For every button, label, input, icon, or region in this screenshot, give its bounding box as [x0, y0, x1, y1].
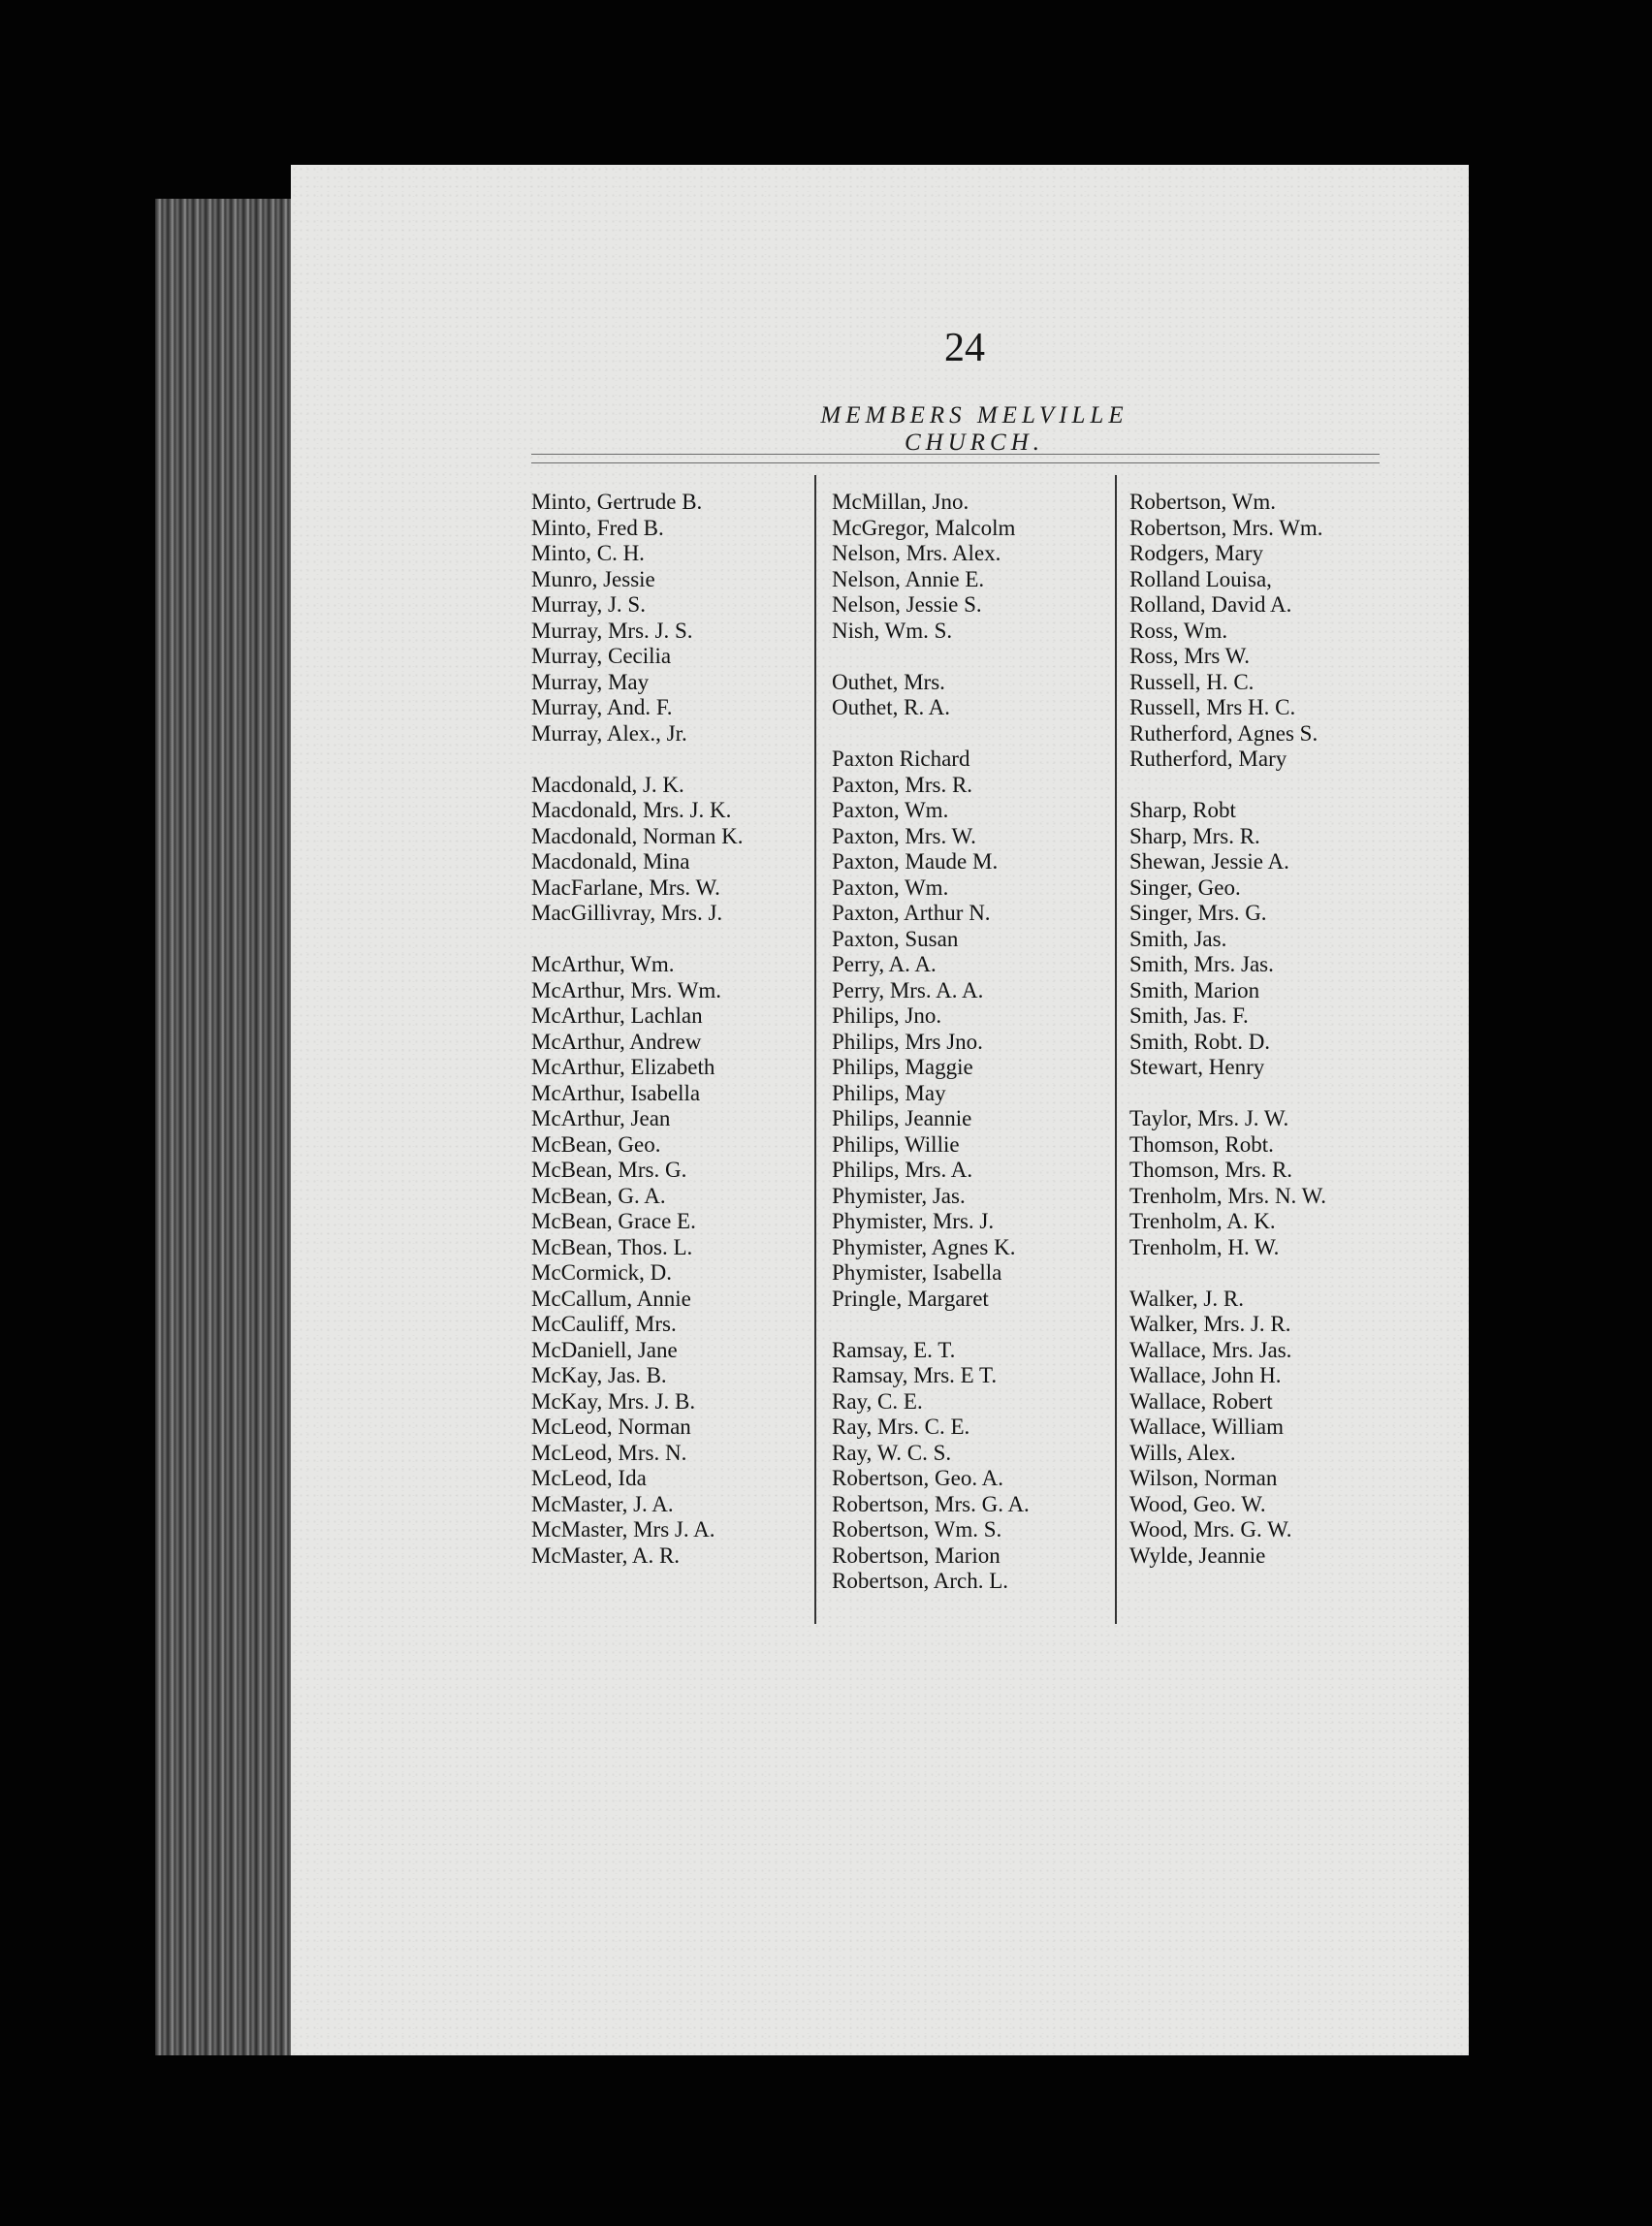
member-entry: Wills, Alex. [1129, 1440, 1236, 1465]
member-entry: Macdonald, Norman K. [531, 823, 744, 848]
member-entry: Rutherford, Mary [1129, 747, 1287, 771]
column-divider-1 [814, 475, 816, 1624]
member-entry: Murray, Mrs. J. S. [531, 618, 693, 643]
member-entry: Pringle, Margaret [832, 1286, 989, 1311]
member-entry: Wood, Geo. W. [1129, 1491, 1266, 1516]
member-entry: Murray, Alex., Jr. [531, 720, 687, 746]
member-entry: Trenholm, Mrs. N. W. [1129, 1183, 1326, 1208]
member-entry: Murray, May [531, 669, 650, 694]
member-entry: McLeod, Ida [531, 1466, 647, 1490]
member-entry: Philips, Mrs. A. [832, 1158, 973, 1182]
member-entry: Ray, C. E. [832, 1388, 923, 1414]
member-entry: Perry, Mrs. A. A. [832, 977, 984, 1002]
member-entry: Paxton, Wm. [832, 798, 949, 822]
member-entry: Robertson, Mrs. Wm. [1129, 515, 1323, 540]
member-entry: Ross, Mrs W. [1129, 644, 1250, 668]
member-entry: Robertson, Arch. L. [832, 1569, 1009, 1593]
member-entry: Ray, W. C. S. [832, 1440, 952, 1465]
member-entry: Robertson, Wm. [1129, 490, 1276, 514]
member-entry: Rolland Louisa, [1129, 566, 1272, 591]
member-entry: Philips, Willie [832, 1131, 960, 1157]
member-entry: Singer, Geo. [1129, 874, 1241, 900]
member-entry: Walker, J. R. [1129, 1286, 1244, 1311]
member-entry: McKay, Mrs. J. B. [531, 1388, 696, 1414]
member-entry: Paxton Richard [832, 747, 970, 771]
member-entry: Russell, Mrs H. C. [1129, 695, 1296, 719]
member-entry: McArthur, Andrew [531, 1029, 702, 1054]
member-entry: Macdonald, J. K. [531, 772, 684, 797]
group-spacer [1129, 773, 1420, 799]
member-entry: McArthur, Wm. [531, 952, 675, 976]
member-entry: Murray, Cecilia [531, 644, 672, 668]
member-entry: Nelson, Mrs. Alex. [832, 541, 1001, 565]
member-entry: Phymister, Mrs. J. [832, 1209, 995, 1233]
member-entry: Philips, May [832, 1080, 946, 1105]
member-entry: McBean, Geo. [531, 1131, 661, 1157]
member-entry: Trenholm, A. K. [1129, 1209, 1276, 1233]
column-divider-2 [1115, 475, 1117, 1624]
member-entry: Murray, J. S. [531, 592, 646, 617]
member-entry: McBean, G. A. [531, 1183, 666, 1208]
member-entry: Macdonald, Mina [531, 849, 690, 874]
member-entry: Nelson, Annie E. [832, 566, 985, 591]
member-entry: Paxton, Susan [832, 926, 959, 951]
member-entry: McArthur, Elizabeth [531, 1055, 715, 1079]
member-entry: Phymister, Agnes K. [832, 1234, 1016, 1259]
member-entry: McArthur, Lachlan [531, 1003, 703, 1028]
member-entry: Smith, Mrs. Jas. [1129, 952, 1274, 976]
member-entry: McArthur, Isabella [531, 1080, 701, 1105]
member-entry: McBean, Thos. L. [531, 1234, 693, 1259]
member-entry: McMaster, J. A. [531, 1491, 674, 1516]
page-title: MEMBERS MELVILLE CHURCH. [820, 402, 1128, 456]
member-entry: Ramsay, Mrs. E T. [832, 1363, 998, 1387]
member-entry: Nish, Wm. S. [832, 618, 953, 643]
member-entry: Minto, Fred B. [531, 515, 664, 540]
page-number: 24 [944, 326, 985, 370]
member-entry: Smith, Jas. [1129, 926, 1227, 951]
member-entry: Paxton, Mrs. W. [832, 823, 976, 848]
member-entry: Thomson, Robt. [1129, 1131, 1274, 1157]
member-entry: Smith, Jas. F. [1129, 1003, 1249, 1028]
member-entry: Wood, Mrs. G. W. [1129, 1517, 1292, 1542]
member-entry: Perry, A. A. [832, 952, 937, 976]
member-entry: Wallace, Robert [1129, 1388, 1273, 1414]
member-entry: McCallum, Annie [531, 1286, 691, 1311]
member-entry: Philips, Maggie [832, 1055, 973, 1079]
member-entry: Wilson, Norman [1129, 1466, 1278, 1490]
member-entry: Outhet, R. A. [832, 695, 951, 719]
member-entry: Philips, Mrs Jno. [832, 1029, 983, 1054]
member-entry: Ray, Mrs. C. E. [832, 1415, 970, 1439]
member-entry: Murray, And. F. [531, 695, 673, 719]
member-entry: McCormick, D. [531, 1260, 673, 1285]
member-entry: McDaniell, Jane [531, 1337, 678, 1362]
member-entry: Sharp, Mrs. R. [1129, 823, 1260, 848]
member-entry: Robertson, Wm. S. [832, 1517, 1002, 1542]
member-entry: Ross, Wm. [1129, 618, 1228, 643]
member-entry: MacFarlane, Mrs. W. [531, 874, 720, 900]
member-entry: Taylor, Mrs. J. W. [1129, 1106, 1289, 1130]
member-entry: Minto, C. H. [531, 541, 645, 565]
member-entry: Phymister, Jas. [832, 1183, 966, 1208]
member-entry: Philips, Jeannie [832, 1106, 972, 1130]
member-entry: Munro, Jessie [531, 566, 655, 591]
member-entry: McLeod, Norman [531, 1415, 691, 1439]
group-spacer [832, 721, 1123, 747]
member-entry: McKay, Jas. B. [531, 1363, 667, 1387]
member-entry: Rolland, David A. [1129, 592, 1292, 617]
member-column-3 [1129, 490, 1420, 1569]
member-entry: Wylde, Jeannie [1129, 1542, 1266, 1568]
member-entry: Stewart, Henry [1129, 1055, 1265, 1079]
group-spacer [832, 644, 1123, 670]
member-entry: Smith, Robt. D. [1129, 1029, 1271, 1054]
member-entry: McMaster, A. R. [531, 1542, 681, 1568]
member-entry: Smith, Marion [1129, 977, 1260, 1002]
member-entry: Walker, Mrs. J. R. [1129, 1312, 1291, 1336]
member-entry: Wallace, John H. [1129, 1363, 1282, 1387]
title-rule-top [531, 454, 1380, 455]
member-entry: Rodgers, Mary [1129, 541, 1263, 565]
member-entry: Nelson, Jessie S. [832, 592, 982, 617]
member-entry: Outhet, Mrs. [832, 669, 945, 694]
member-entry: McBean, Mrs. G. [531, 1158, 687, 1182]
title-rule-bottom [531, 462, 1380, 463]
group-spacer [832, 1312, 1123, 1338]
member-entry: Minto, Gertrude B. [531, 490, 703, 514]
member-entry: Wallace, Mrs. Jas. [1129, 1337, 1292, 1362]
member-entry: Robertson, Mrs. G. A. [832, 1491, 1030, 1516]
member-entry: Shewan, Jessie A. [1129, 849, 1289, 874]
member-entry: Robertson, Marion [832, 1542, 1001, 1568]
member-entry: Thomson, Mrs. R. [1129, 1158, 1293, 1182]
member-entry: Ramsay, E. T. [832, 1337, 956, 1362]
member-entry: McMillan, Jno. [832, 490, 969, 514]
member-entry: Rutherford, Agnes S. [1129, 720, 1318, 746]
member-entry: McMaster, Mrs J. A. [531, 1517, 715, 1542]
member-entry: McGregor, Malcolm [832, 515, 1016, 540]
member-entry: McCauliff, Mrs. [531, 1312, 677, 1336]
member-entry: McArthur, Mrs. Wm. [531, 977, 722, 1002]
group-spacer [1129, 1260, 1420, 1287]
member-entry: Robertson, Geo. A. [832, 1466, 1003, 1490]
member-column-1 [531, 490, 822, 1569]
group-spacer [531, 927, 822, 953]
member-entry: Trenholm, H. W. [1129, 1234, 1280, 1259]
member-entry: Russell, H. C. [1129, 669, 1255, 694]
member-entry: Phymister, Isabella [832, 1260, 1002, 1285]
member-entry: Philips, Jno. [832, 1003, 942, 1028]
member-entry: Paxton, Maude M. [832, 849, 999, 874]
group-spacer [531, 747, 822, 773]
member-entry: McLeod, Mrs. N. [531, 1440, 687, 1465]
member-entry: Paxton, Arthur N. [832, 901, 991, 925]
member-entry: MacGillivray, Mrs. J. [531, 901, 723, 925]
group-spacer [1129, 1081, 1420, 1107]
member-entry: Wallace, William [1129, 1415, 1285, 1439]
member-entry: McBean, Grace E. [531, 1209, 696, 1233]
member-column-2 [832, 490, 1123, 1595]
member-entry: Paxton, Mrs. R. [832, 772, 973, 797]
member-entry: Sharp, Robt [1129, 798, 1236, 822]
member-entry: Macdonald, Mrs. J. K. [531, 798, 732, 822]
member-entry: Singer, Mrs. G. [1129, 901, 1267, 925]
member-entry: McArthur, Jean [531, 1106, 671, 1130]
member-entry: Paxton, Wm. [832, 874, 949, 900]
